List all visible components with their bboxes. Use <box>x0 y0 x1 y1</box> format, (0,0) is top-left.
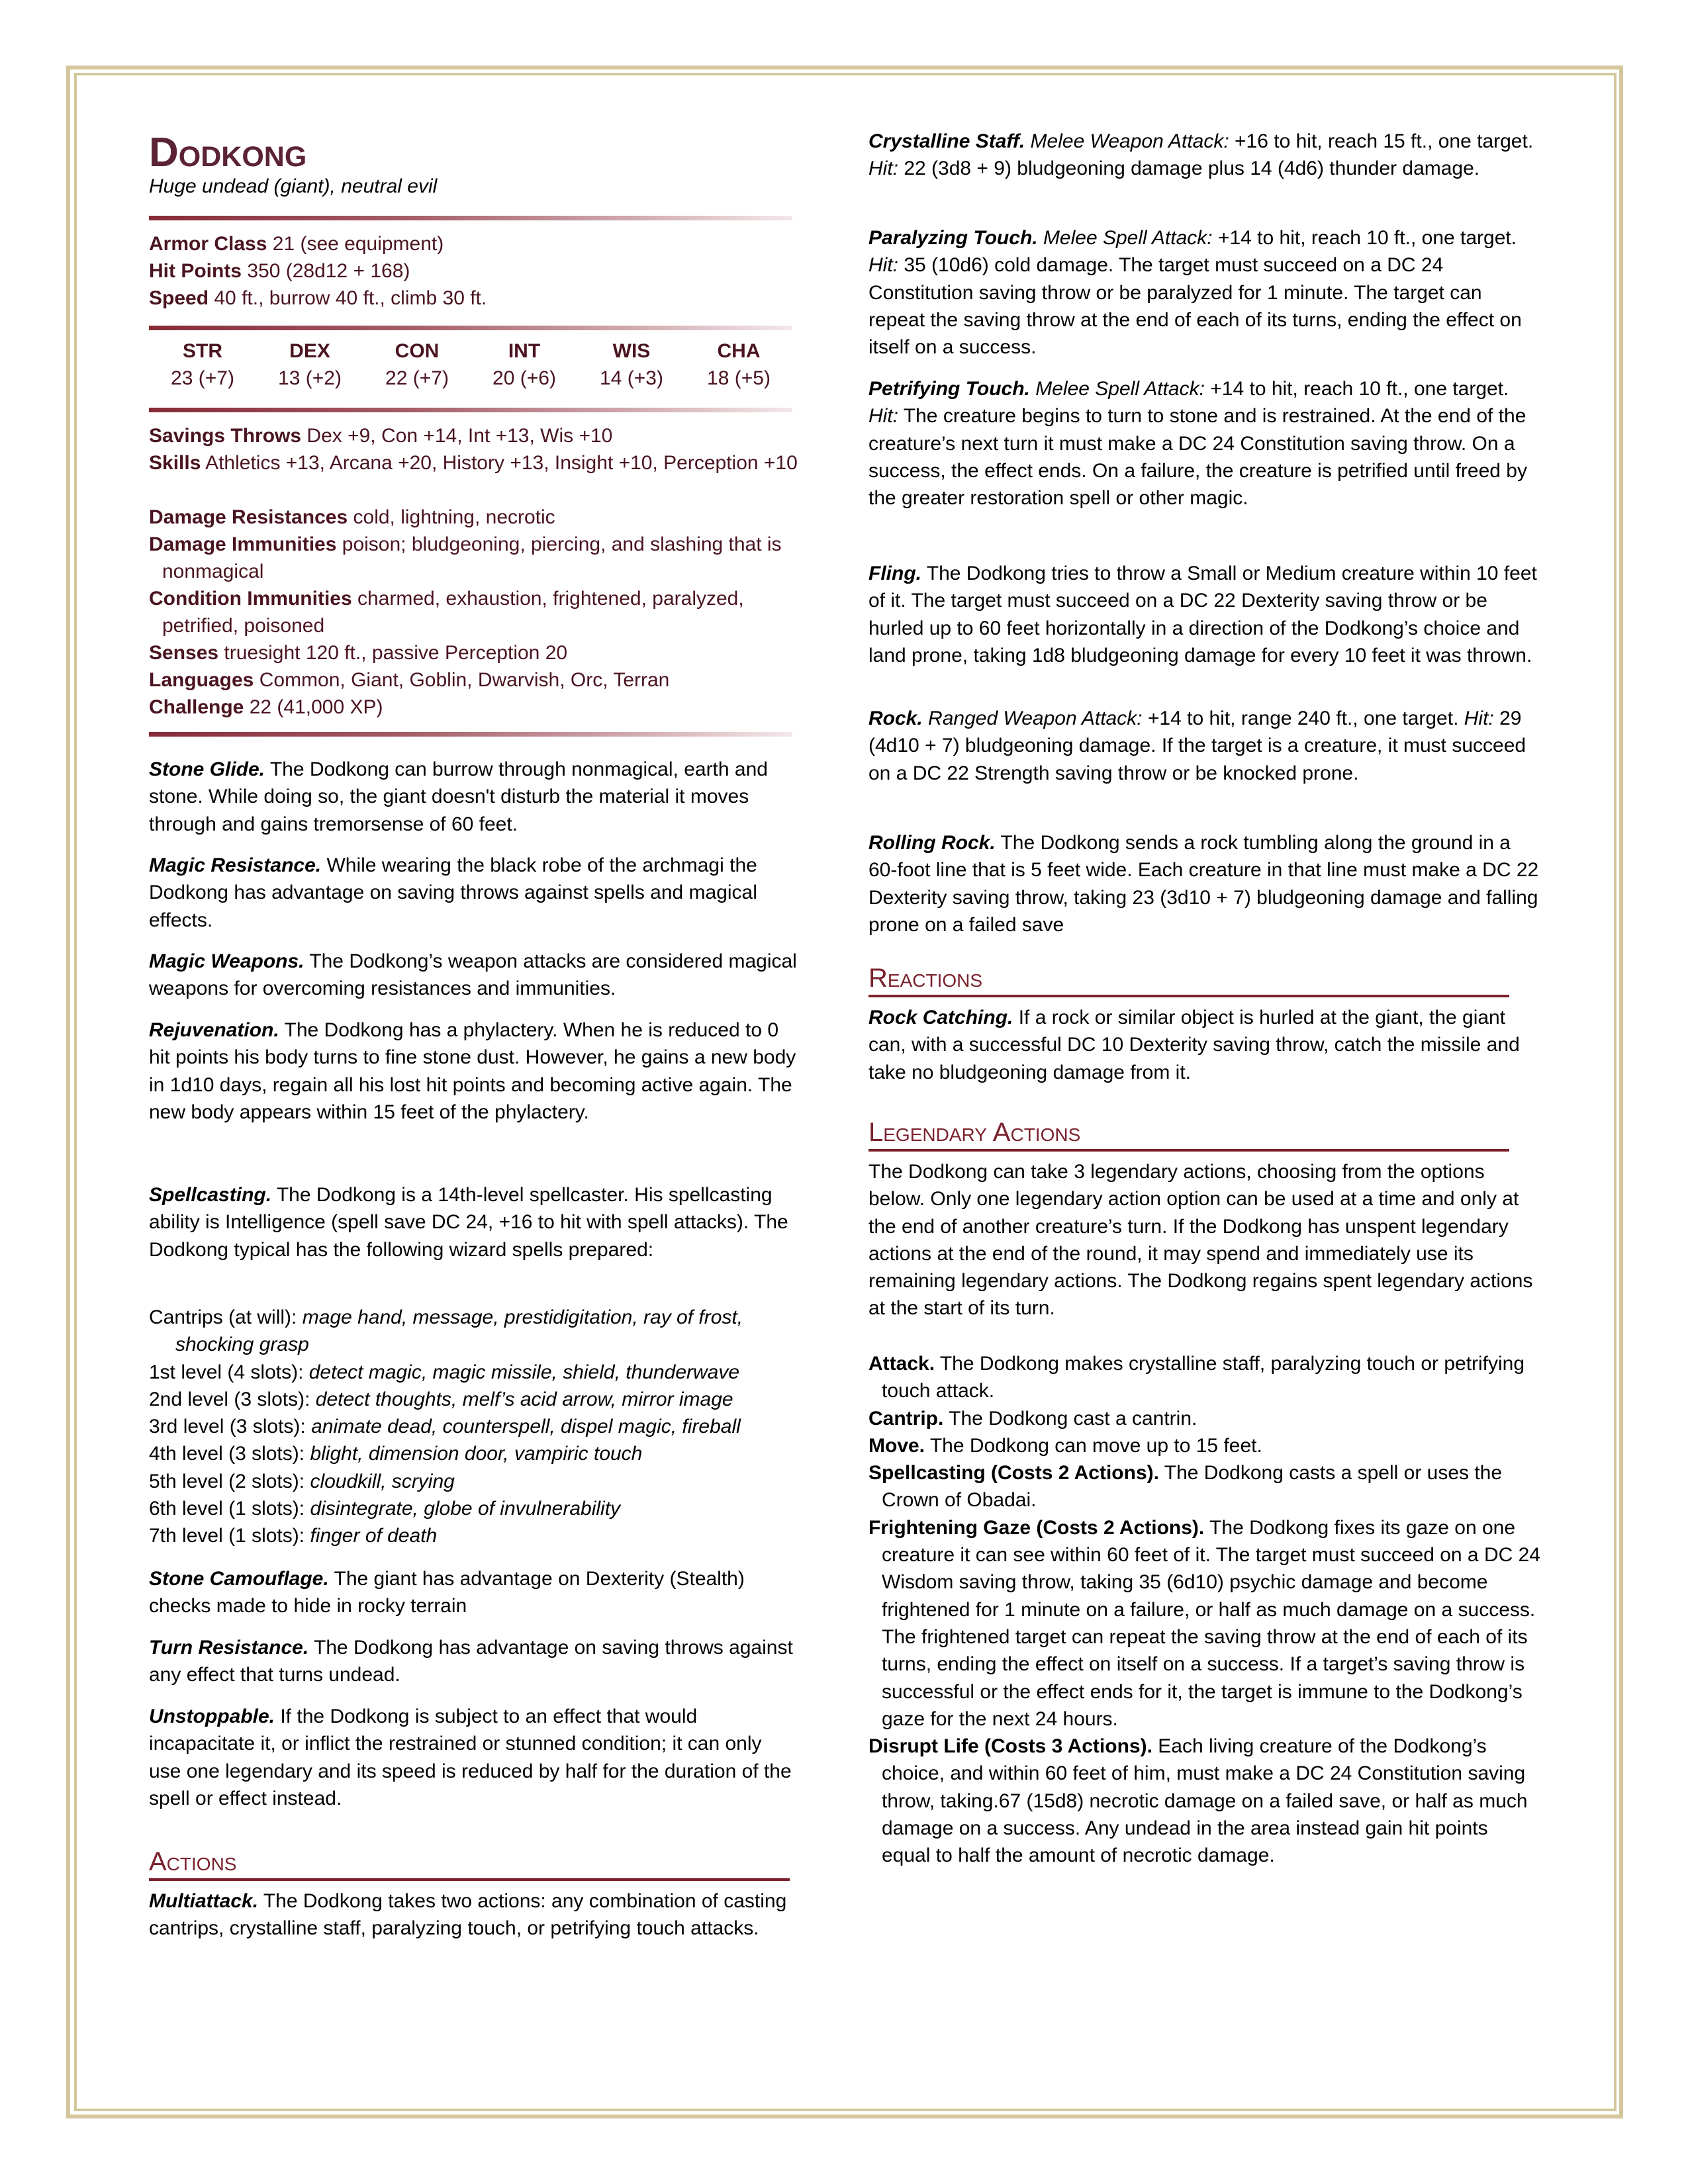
ability-wis <box>578 338 685 392</box>
spell-names: mage hand, message, prestidigitation, ray of frost, shocking grasp <box>175 1306 743 1356</box>
condition-immunities-label: Condition Immunities <box>149 588 352 610</box>
hit-text: The creature begins to turn to stone and is restrained. At the end of the creature’s next turn it must make a DC 24 Constitution saving throw. On a success, the effect ends. On a failure, the creature is petrified until freed by the greater restoration spell or other magic. <box>868 405 1527 510</box>
languages-value: Common, Giant, Goblin, Dwarvish, Orc, Terran <box>259 669 670 691</box>
trait-stone-camouflage <box>149 1565 798 1620</box>
challenge-value: 22 (41,000 XP) <box>249 696 383 718</box>
ability-score: 22 (+7) <box>385 367 449 389</box>
option-text: Each living creature of the Dodkong’s choice, and within 60 feet of him, must make a DC 24 Constitution saving throw, taking.67 (15d8) necrotic damage on a failed save, or half as much damage on a success. Any undead in the area instead gain hit points equal to half the amount of necrotic damage. <box>882 1735 1528 1867</box>
attack-type: Melee Spell Attack: <box>1029 378 1205 400</box>
option-name: Attack. <box>868 1353 935 1375</box>
damage-resistances-value: cold, lightning, necrotic <box>353 506 555 528</box>
hit-points-label: Hit Points <box>149 260 242 282</box>
spell-level-2 <box>149 1386 798 1413</box>
speed-value: 40 ft., burrow 40 ft., climb 30 ft. <box>214 287 487 309</box>
armor-class-label: Armor Class <box>149 233 267 255</box>
damage-resistances <box>149 504 555 531</box>
action-crystalline-staff <box>868 128 1540 183</box>
trait-name: Spellcasting. <box>149 1184 272 1206</box>
ability-cha <box>685 338 792 392</box>
option-text: The Dodkong makes crystalline staff, paralyzing touch or petrifying touch attack. <box>882 1353 1525 1402</box>
ability-name: DEX <box>289 340 330 362</box>
ability-str <box>149 338 256 392</box>
hit-label: Hit: <box>1464 707 1494 729</box>
spell-level-label: 7th level (1 slots): <box>149 1525 310 1547</box>
spell-level-cantrips <box>149 1304 798 1359</box>
action-name: Crystalline Staff. <box>868 130 1025 152</box>
spell-level-label: Cantrips (at will): <box>149 1306 303 1328</box>
option-name: Frightening Gaze (Costs 2 Actions). <box>868 1516 1205 1539</box>
languages <box>149 666 669 694</box>
ability-name: WIS <box>612 340 651 362</box>
trait-text: The Dodkong has advantage on saving throws against any effect that turns undead. <box>149 1637 793 1686</box>
spell-level-4 <box>149 1440 798 1467</box>
option-name: Cantrip. <box>868 1407 944 1430</box>
spell-list <box>149 1304 798 1550</box>
saving-throws-value: Dex +9, Con +14, Int +13, Wis +10 <box>306 425 613 447</box>
divider-rule <box>149 408 792 412</box>
trait-text: The giant has advantage on Dexterity (Stealth) checks made to hide in rocky terrain <box>149 1568 745 1617</box>
skills-value: Athletics +13, Arcana +20, History +13, Insight +10, Perception +10 <box>205 452 798 474</box>
attack-stats: +14 to hit, reach 10 ft., one target. <box>1204 378 1509 400</box>
spell-level-label: 4th level (3 slots): <box>149 1443 310 1465</box>
hit-text: 35 (10d6) cold damage. The target must succeed on a DC 24 Constitution saving throw or be paralyzed for 1 minute. The target can repeat the saving throw at the end of each of its turns, ending the effect on itself on a success. <box>868 254 1522 359</box>
option-text: The Dodkong can move up to 15 feet. <box>925 1434 1262 1457</box>
ability-name: CHA <box>717 340 761 362</box>
action-fling <box>868 560 1540 669</box>
divider-rule <box>149 732 792 737</box>
speed-label: Speed <box>149 287 209 309</box>
hit-text: 29 (4d10 + 7) bludgeoning damage. If the target is a creature, it must succeed on a DC 22 Strength saving throw or be knocked prone. <box>868 707 1526 784</box>
trait-text: The Dodkong’s weapon attacks are considered magical weapons for overcoming resistances and immunities. <box>149 950 797 1000</box>
action-text: The Dodkong tries to throw a Small or Medium creature within 10 feet of it. The target must succeed on a DC 22 Dexterity saving throw or be hurled up to 60 feet horizontally in a direction of the Dodkong’s choice and land prone, taking 1d8 bludgeoning damage for every 10 feet it was thrown. <box>868 563 1537 666</box>
ability-scores <box>149 338 792 392</box>
ability-score: 18 (+5) <box>707 367 771 389</box>
legendary-option-spellcasting <box>868 1459 1540 1514</box>
option-text: The Dodkong fixes its gaze on one creature it can see within 60 feet of it. The target must succeed on a DC 24 Wisdom saving throw, taking 35 (6d10) psychic damage and become frightened for 1 minute on a failure, or half as much damage on a success. The frightened target can repeat the saving throw at the end of each of its turns, ending the effect on itself on a success. If a target’s saving throw is successful or the effect ends for it, the target is immune to the Dodkong’s gaze for the next 24 hours. <box>882 1516 1540 1730</box>
attack-stats: +14 to hit, reach 10 ft., one target. <box>1212 227 1517 249</box>
trait-name: Unstoppable. <box>149 1706 275 1727</box>
spell-names: blight, dimension door, vampiric touch <box>310 1443 643 1465</box>
spell-level-label: 6th level (1 slots): <box>149 1498 310 1520</box>
spell-level-label: 2nd level (3 slots): <box>149 1388 316 1410</box>
trait-text: The Dodkong can burrow through nonmagical, earth and stone. While doing so, the giant doesn't disturb the material it moves through and gains tremorsense of 60 feet. <box>149 758 768 835</box>
challenge <box>149 694 383 721</box>
legendary-option-attack <box>868 1350 1540 1405</box>
action-paralyzing-touch <box>868 224 1540 361</box>
hit-label: Hit: <box>868 254 898 277</box>
spell-level-label: 3rd level (3 slots): <box>149 1416 312 1438</box>
action-rock <box>868 705 1540 787</box>
reaction-name: Rock Catching. <box>868 1007 1013 1028</box>
trait-name: Stone Glide. <box>149 758 265 780</box>
trait-text: If the Dodkong is subject to an effect that would incapacitate it, or inflict the restrained or stunned condition; it can only use one legendary and its speed is reduced by half for the duration of the spell or effect instead. <box>149 1706 792 1809</box>
skills <box>149 449 811 477</box>
trait-unstoppable <box>149 1703 798 1812</box>
legendary-option-cantrip <box>868 1405 1540 1432</box>
damage-immunities-label: Damage Immunities <box>149 533 337 555</box>
action-name: Fling. <box>868 563 921 584</box>
senses-value: truesight 120 ft., passive Perception 20 <box>224 642 568 664</box>
trait-turn-resistance <box>149 1634 798 1689</box>
trait-rejuvenation <box>149 1017 798 1126</box>
armor-class <box>149 230 444 257</box>
ability-score: 23 (+7) <box>171 367 234 389</box>
challenge-label: Challenge <box>149 696 244 718</box>
action-petrifying-touch <box>868 375 1540 512</box>
damage-resistances-label: Damage Resistances <box>149 506 348 528</box>
section-heading-actions: Actions <box>149 1846 790 1881</box>
attack-stats: +14 to hit, range 240 ft., one target. <box>1142 707 1464 729</box>
attack-type: Melee Weapon Attack: <box>1025 130 1229 152</box>
ability-score: 14 (+3) <box>600 367 663 389</box>
option-name: Spellcasting (Costs 2 Actions). <box>868 1462 1159 1484</box>
hit-points <box>149 257 410 285</box>
attack-type: Melee Spell Attack: <box>1037 227 1213 249</box>
hit-points-value: 350 (28d12 + 168) <box>247 260 410 282</box>
trait-text: While wearing the black robe of the archmagi the Dodkong has advantage on saving throws against spells and magical effects. <box>149 854 757 931</box>
action-name: Rolling Rock. <box>868 832 996 854</box>
attack-type: Ranged Weapon Attack: <box>922 707 1143 729</box>
section-heading-reactions: Reactions <box>868 963 1509 997</box>
ability-name: CON <box>395 340 440 362</box>
condition-immunities-value: charmed, exhaustion, frightened, paralyzed, petrified, poisoned <box>162 588 744 637</box>
reaction-rock-catching <box>868 1004 1540 1086</box>
spell-level-6 <box>149 1495 798 1522</box>
ability-score: 13 (+2) <box>278 367 342 389</box>
spell-names: detect magic, magic missile, shield, thunderwave <box>308 1361 740 1383</box>
ability-name: INT <box>508 340 541 362</box>
spell-names: animate dead, counterspell, dispel magic, fireball <box>311 1416 741 1438</box>
ability-name: STR <box>183 340 222 362</box>
trait-stone-glide <box>149 756 798 838</box>
legendary-intro: The Dodkong can take 3 legendary actions, choosing from the options below. Only one legendary action option can be used at a time and only at the end of another creature’s turn. If the Dodkong has unspent legendary actions at the end of the round, it may spend and immediately use its remaining legendary actions. The Dodkong regains spent legendary actions at the start of its turn. <box>868 1161 1533 1320</box>
section-heading-legendary-actions: Legendary Actions <box>868 1117 1509 1152</box>
reaction-text: If a rock or similar object is hurled at the giant, the giant can, with a successful DC 10 Dexterity saving throw, catch the missile and take no bludgeoning damage from it. <box>868 1007 1520 1083</box>
senses <box>149 639 567 666</box>
monster-name: Dodkong <box>149 130 307 175</box>
ability-score: 20 (+6) <box>492 367 556 389</box>
hit-text: 22 (3d8 + 9) bludgeoning damage plus 14 (4d6) thunder damage. <box>898 158 1480 180</box>
action-name: Rock. <box>868 707 923 729</box>
trait-magic-weapons <box>149 948 798 1003</box>
action-multiattack <box>149 1888 798 1942</box>
spell-level-label: 1st level (4 slots): <box>149 1361 309 1383</box>
damage-immunities <box>149 531 811 585</box>
senses-label: Senses <box>149 642 219 664</box>
action-rolling-rock <box>868 829 1540 938</box>
spell-level-5 <box>149 1468 798 1495</box>
trait-magic-resistance <box>149 852 798 934</box>
trait-name: Turn Resistance. <box>149 1637 309 1659</box>
languages-label: Languages <box>149 669 254 691</box>
trait-spellcasting <box>149 1181 798 1263</box>
option-name: Disrupt Life (Costs 3 Actions). <box>868 1735 1152 1758</box>
condition-immunities <box>149 585 811 639</box>
action-name: Paralyzing Touch. <box>868 227 1038 249</box>
action-text: The Dodkong takes two actions: any combination of casting cantrips, crystalline staff, paralyzing touch, or petrifying touch attacks. <box>149 1890 787 1940</box>
ability-dex <box>256 338 363 392</box>
hit-label: Hit: <box>868 158 898 180</box>
spell-level-label: 5th level (2 slots): <box>149 1470 310 1492</box>
spell-level-3 <box>149 1413 798 1440</box>
spell-level-1 <box>149 1359 798 1386</box>
action-text: The Dodkong sends a rock tumbling along the ground in a 60-foot line that is 5 feet wide. Each creature in that line must make a DC 22 Dexterity saving throw, taking 23 (3d10 + 7) bludgeoning damage and falling prone on a failed save <box>868 832 1539 936</box>
option-text: The Dodkong casts a spell or uses the Crown of Obadai. <box>882 1462 1503 1512</box>
divider-rule <box>149 216 792 220</box>
trait-text: The Dodkong is a 14th-level spellcaster. His spellcasting ability is Intelligence (spell save DC 24, +16 to hit with spell attacks). The Dodkong typical has the following wizard spells prepared: <box>149 1184 788 1261</box>
ability-int <box>471 338 578 392</box>
trait-name: Rejuvenation. <box>149 1019 279 1041</box>
ability-con <box>363 338 471 392</box>
action-name: Multiattack. <box>149 1890 259 1912</box>
damage-immunities-value: poison; bludgeoning, piercing, and slashing that is nonmagical <box>162 533 782 582</box>
attack-stats: +16 to hit, reach 15 ft., one target. <box>1229 130 1534 152</box>
skills-label: Skills <box>149 452 201 474</box>
spell-level-7 <box>149 1522 798 1549</box>
trait-text: The Dodkong has a phylactery. When he is reduced to 0 hit points his body turns to fine stone dust. However, he gains a new body in 1d10 days, regain all his lost hit points and becoming active again. The new body appears within 15 feet of the phylactery. <box>149 1019 796 1123</box>
hit-label: Hit: <box>868 405 898 428</box>
option-text: The Dodkong cast a cantrin. <box>943 1407 1197 1430</box>
saving-throws <box>149 422 612 449</box>
armor-class-value: 21 (see equipment) <box>272 233 444 255</box>
trait-name: Magic Weapons. <box>149 950 305 972</box>
option-name: Move. <box>868 1434 925 1457</box>
spell-names: detect thoughts, melf’s acid arrow, mirror image <box>315 1388 733 1410</box>
legendary-option-disrupt-life <box>868 1733 1540 1869</box>
legendary-option-move <box>868 1432 1540 1459</box>
legendary-options <box>868 1350 1540 1870</box>
trait-name: Magic Resistance. <box>149 854 322 876</box>
trait-name: Stone Camouflage. <box>149 1568 329 1590</box>
saving-throws-label: Savings Throws <box>149 425 302 447</box>
monster-type: Huge undead (giant), neutral evil <box>149 175 438 197</box>
spell-names: cloudkill, scrying <box>310 1470 455 1492</box>
speed <box>149 285 487 312</box>
divider-rule <box>149 326 792 330</box>
spell-names: finger of death <box>310 1525 438 1547</box>
action-name: Petrifying Touch. <box>868 378 1030 400</box>
spell-names: disintegrate, globe of invulnerability <box>310 1498 621 1520</box>
legendary-option-frightening-gaze <box>868 1514 1540 1733</box>
